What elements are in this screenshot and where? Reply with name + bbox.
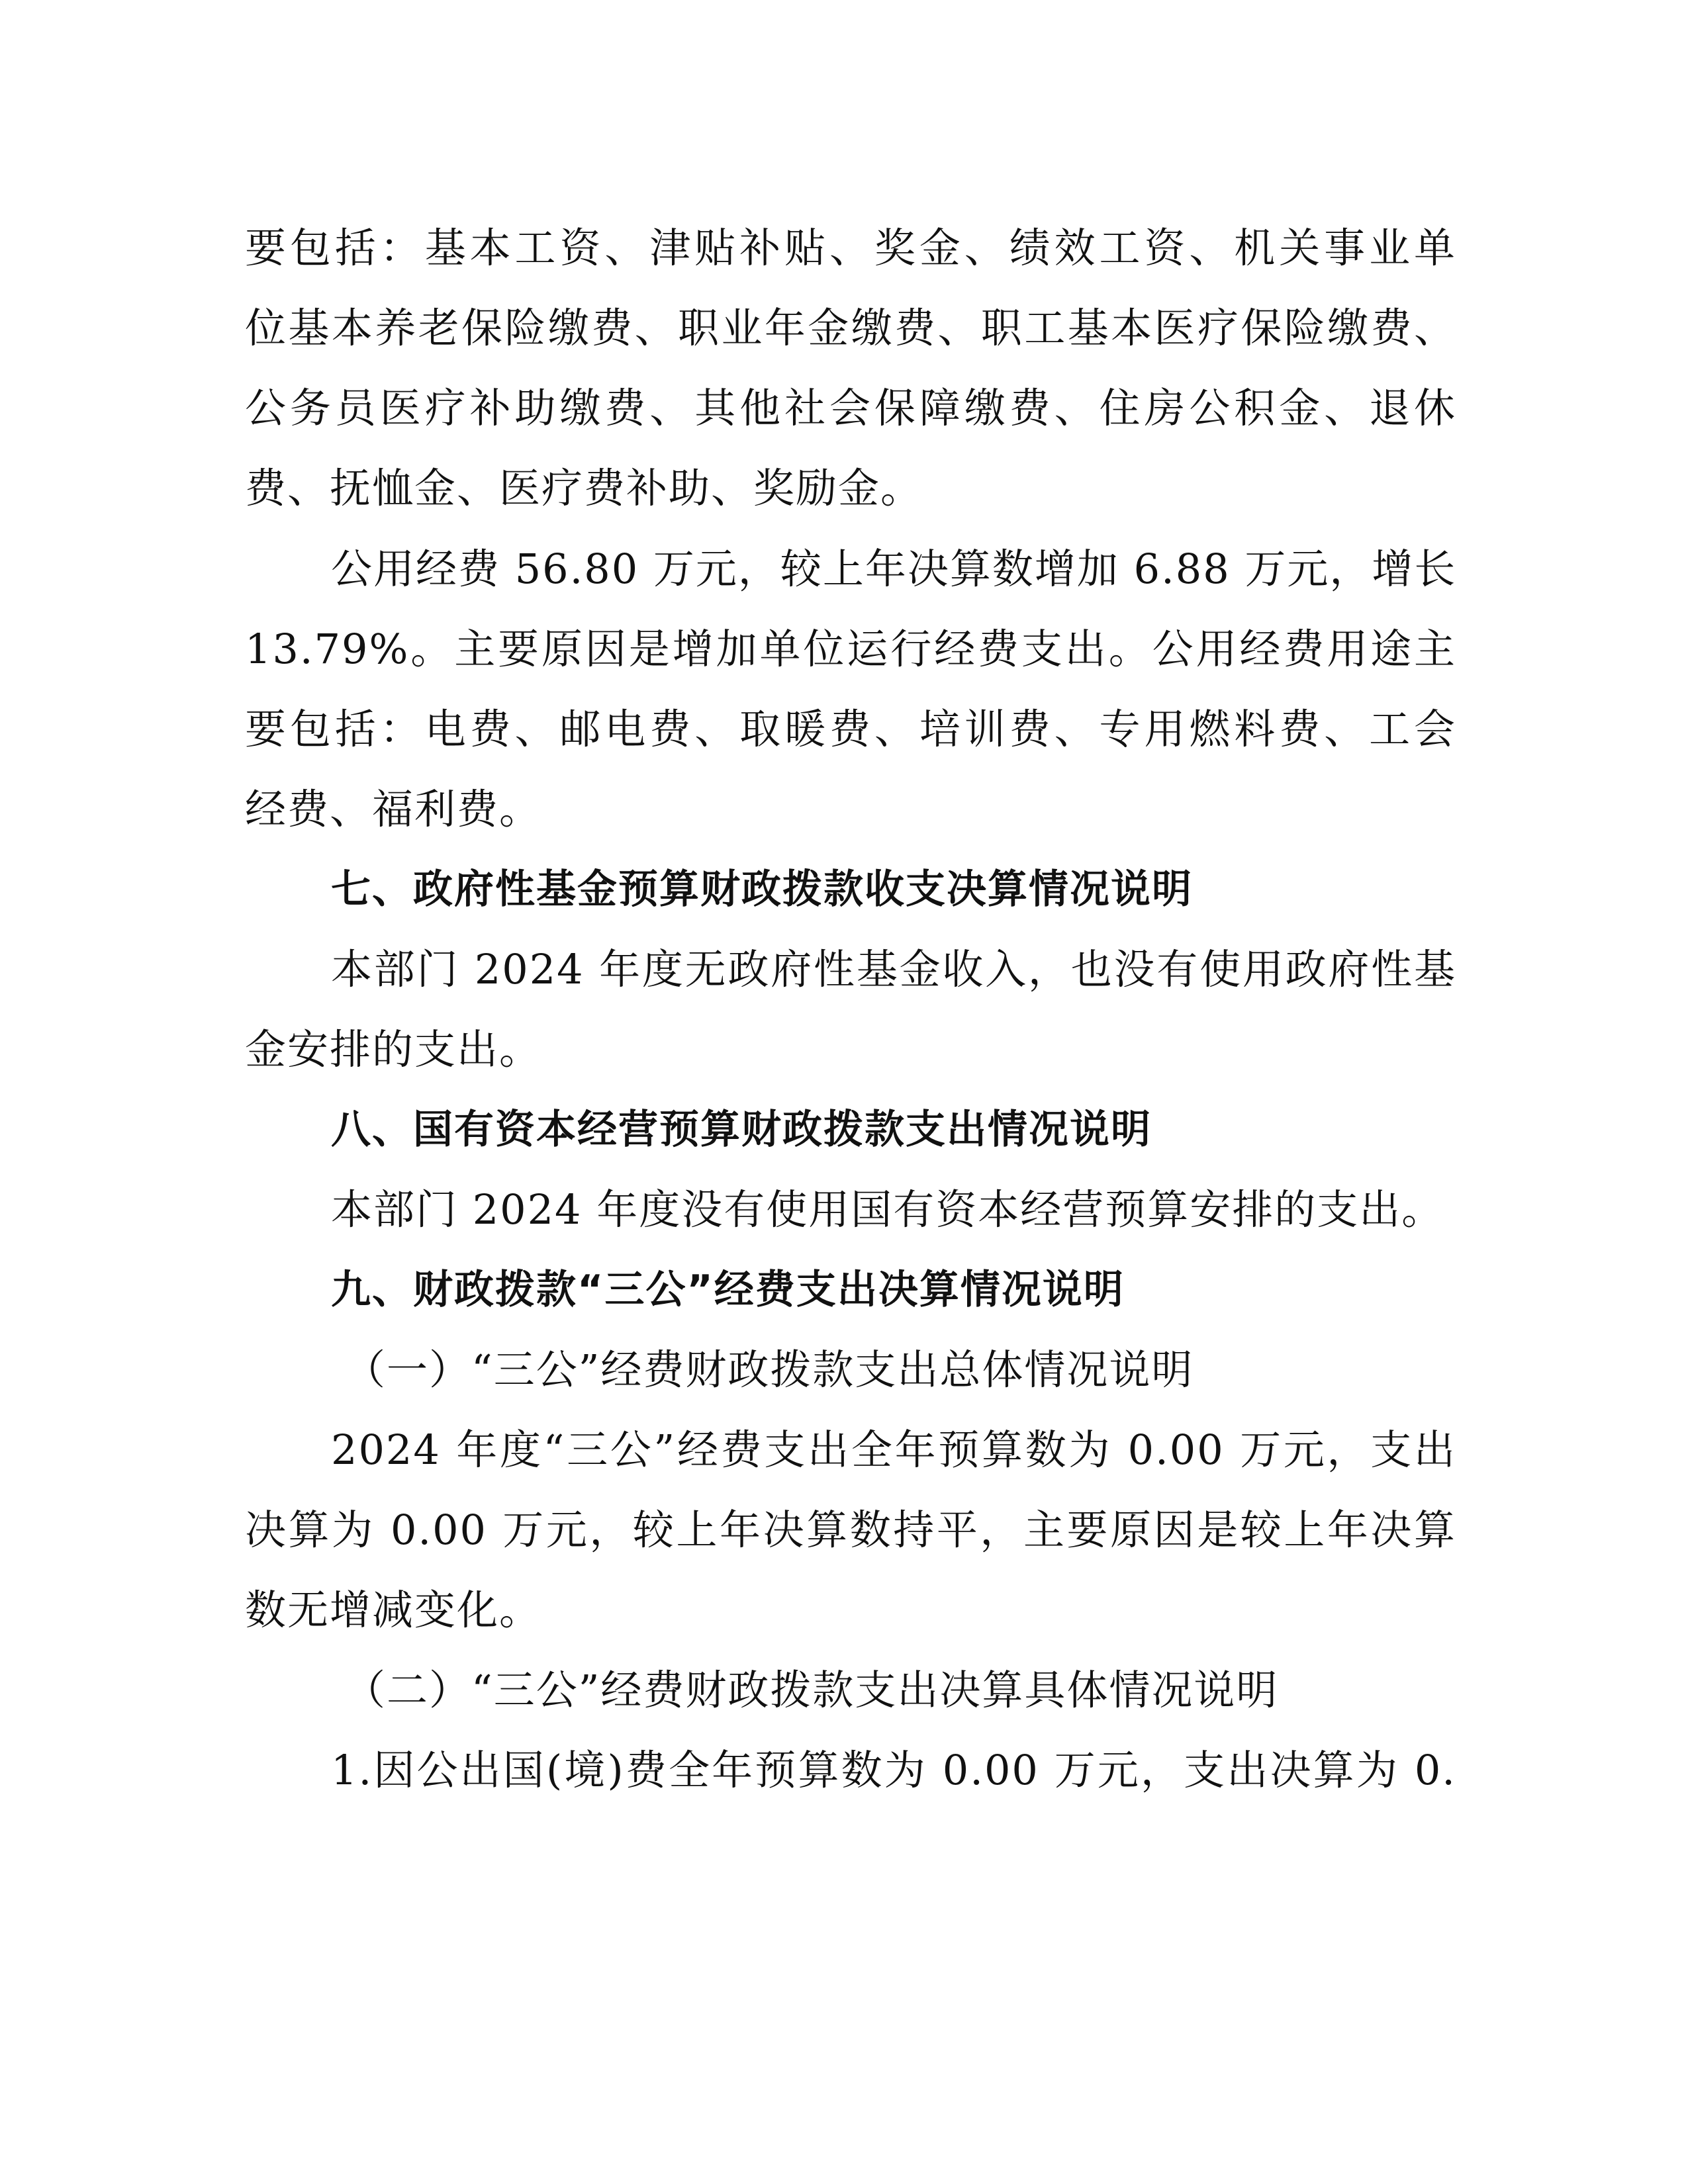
paragraph-line: 13.79%。主要原因是增加单位运行经费支出。公用经费用途主 <box>245 625 1456 673</box>
section-heading: 七、政府性基金预算财政拨款收支决算情况说明 <box>331 866 1193 913</box>
paragraph-line: 2024 年度“三公”经费支出全年预算数为 0.00 万元，支出 <box>331 1426 1456 1474</box>
paragraph-line: 金安排的支出。 <box>245 1025 542 1073</box>
paragraph-line: 要包括：基本工资、津贴补贴、奖金、绩效工资、机关事业单 <box>245 224 1456 272</box>
paragraph-line: 公用经费 56.80 万元，较上年决算数增加 6.88 万元，增长 <box>331 545 1457 593</box>
section-heading: 九、财政拨款“三公”经费支出决算情况说明 <box>331 1267 1125 1313</box>
paragraph-line: 公务员医疗补助缴费、其他社会保障缴费、住房公积金、退休 <box>245 384 1456 432</box>
paragraph-line: 本部门 2024 年度无政府性基金收入，也没有使用政府性基 <box>331 945 1456 993</box>
paragraph-line: 决算为 0.00 万元，较上年决算数持平，主要原因是较上年决算 <box>245 1506 1456 1554</box>
paragraph-line: 数无增减变化。 <box>245 1586 542 1634</box>
paragraph-line: 要包括：电费、邮电费、取暖费、培训费、专用燃料费、工会 <box>245 705 1456 753</box>
paragraph-line: 经费、福利费。 <box>245 785 542 833</box>
subsection-heading: （二）“三公”经费财政拨款支出决算具体情况说明 <box>344 1666 1279 1714</box>
section-heading: 八、国有资本经营预算财政拨款支出情况说明 <box>331 1107 1152 1153</box>
subsection-heading: （一）“三公”经费财政拨款支出总体情况说明 <box>344 1345 1194 1394</box>
paragraph-line: 位基本养老保险缴费、职业年金缴费、职工基本医疗保险缴费、 <box>245 304 1456 352</box>
paragraph-line: 费、抚恤金、医疗费补助、奖励金。 <box>245 464 923 512</box>
paragraph-line: 1.因公出国(境)费全年预算数为 0.00 万元，支出决算为 0. <box>331 1746 1456 1794</box>
paragraph-line: 本部门 2024 年度没有使用国有资本经营预算安排的支出。 <box>331 1185 1444 1234</box>
